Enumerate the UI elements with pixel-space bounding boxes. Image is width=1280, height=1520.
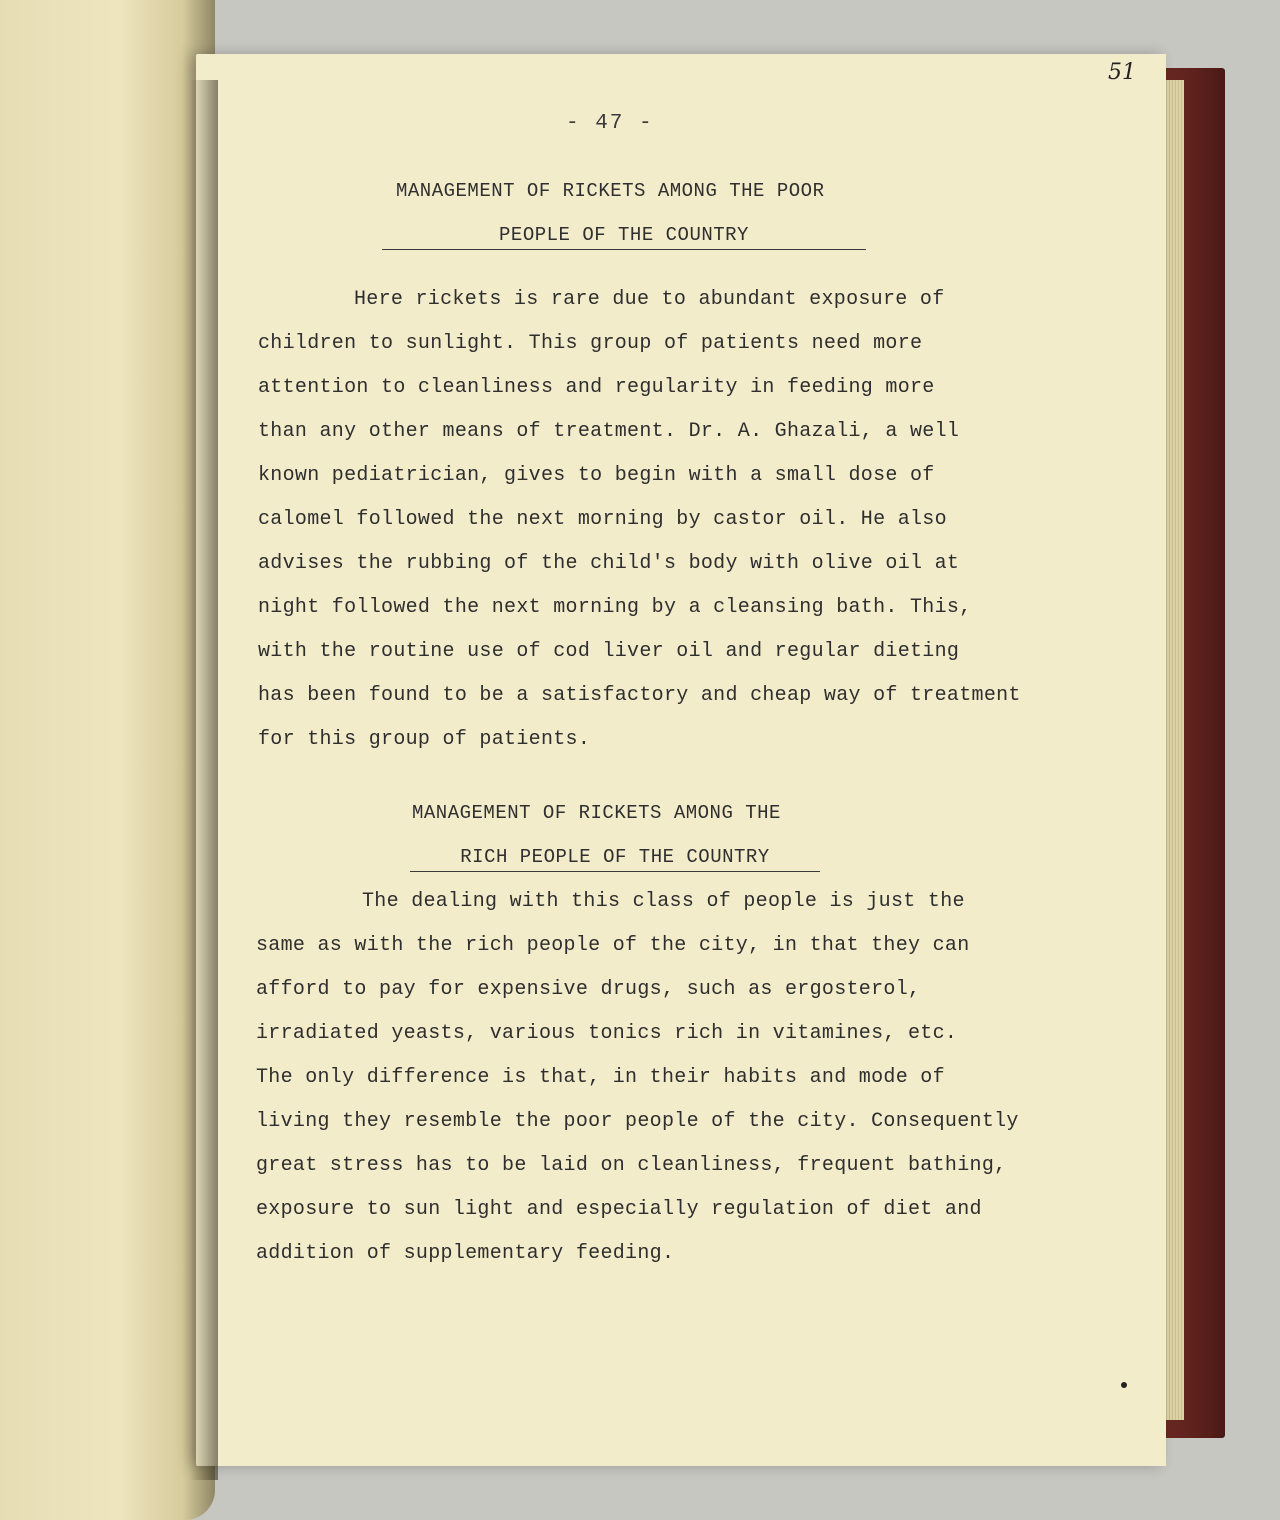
binding-gutter-shadow bbox=[190, 80, 218, 1480]
left-page-bleed-through bbox=[0, 130, 215, 590]
text-line: living they resemble the poor people of the city. Consequently bbox=[256, 1110, 1019, 1133]
text-line: advises the rubbing of the child's body with olive oil at bbox=[258, 552, 960, 575]
text-line: known pediatrician, gives to begin with a small dose of bbox=[258, 464, 935, 487]
text-line: attention to cleanliness and regularity in feeding more bbox=[258, 376, 935, 399]
text-line: for this group of patients. bbox=[258, 728, 591, 751]
text-line: night followed the next morning by a cleansing bath. This, bbox=[258, 596, 972, 619]
left-facing-page bbox=[0, 0, 215, 1520]
text-line: Here rickets is rare due to abundant exposure of bbox=[354, 288, 945, 311]
text-line: great stress has to be laid on cleanliness, frequent bathing, bbox=[256, 1154, 1007, 1177]
text-line: children to sunlight. This group of patients need more bbox=[258, 332, 923, 355]
text-line: The only difference is that, in their habits and mode of bbox=[256, 1066, 945, 1089]
text-line: exposure to sun light and especially regulation of diet and bbox=[256, 1198, 982, 1221]
page-number: - 47 - bbox=[566, 112, 654, 135]
text-line: irradiated yeasts, various tonics rich in vitamines, etc. bbox=[256, 1022, 958, 1045]
text-line: has been found to be a satisfactory and cheap way of treatment bbox=[258, 684, 1021, 707]
text-line: with the routine use of cod liver oil and regular dieting bbox=[258, 640, 960, 663]
section1-heading-line2: PEOPLE OF THE COUNTRY bbox=[382, 224, 866, 250]
text-line: The dealing with this class of people is just the bbox=[362, 890, 965, 913]
text-line: calomel followed the next morning by castor oil. He also bbox=[258, 508, 947, 531]
text-line: than any other means of treatment. Dr. A. Ghazali, a well bbox=[258, 420, 960, 443]
section1-paragraph bbox=[258, 278, 1021, 762]
folio-number: 51 bbox=[1108, 60, 1136, 85]
section2-heading-line2: RICH PEOPLE OF THE COUNTRY bbox=[410, 846, 820, 872]
text-line: same as with the rich people of the city, in that they can bbox=[256, 934, 970, 957]
text-line: addition of supplementary feeding. bbox=[256, 1242, 675, 1265]
section2-paragraph bbox=[256, 880, 1019, 1276]
ink-speck bbox=[1121, 1382, 1127, 1388]
text-line: afford to pay for expensive drugs, such as ergosterol, bbox=[256, 978, 921, 1001]
section1-heading-line1: MANAGEMENT OF RICKETS AMONG THE POOR bbox=[396, 180, 825, 202]
section2-heading-line1: MANAGEMENT OF RICKETS AMONG THE bbox=[412, 802, 781, 824]
document-page bbox=[196, 54, 1166, 1466]
